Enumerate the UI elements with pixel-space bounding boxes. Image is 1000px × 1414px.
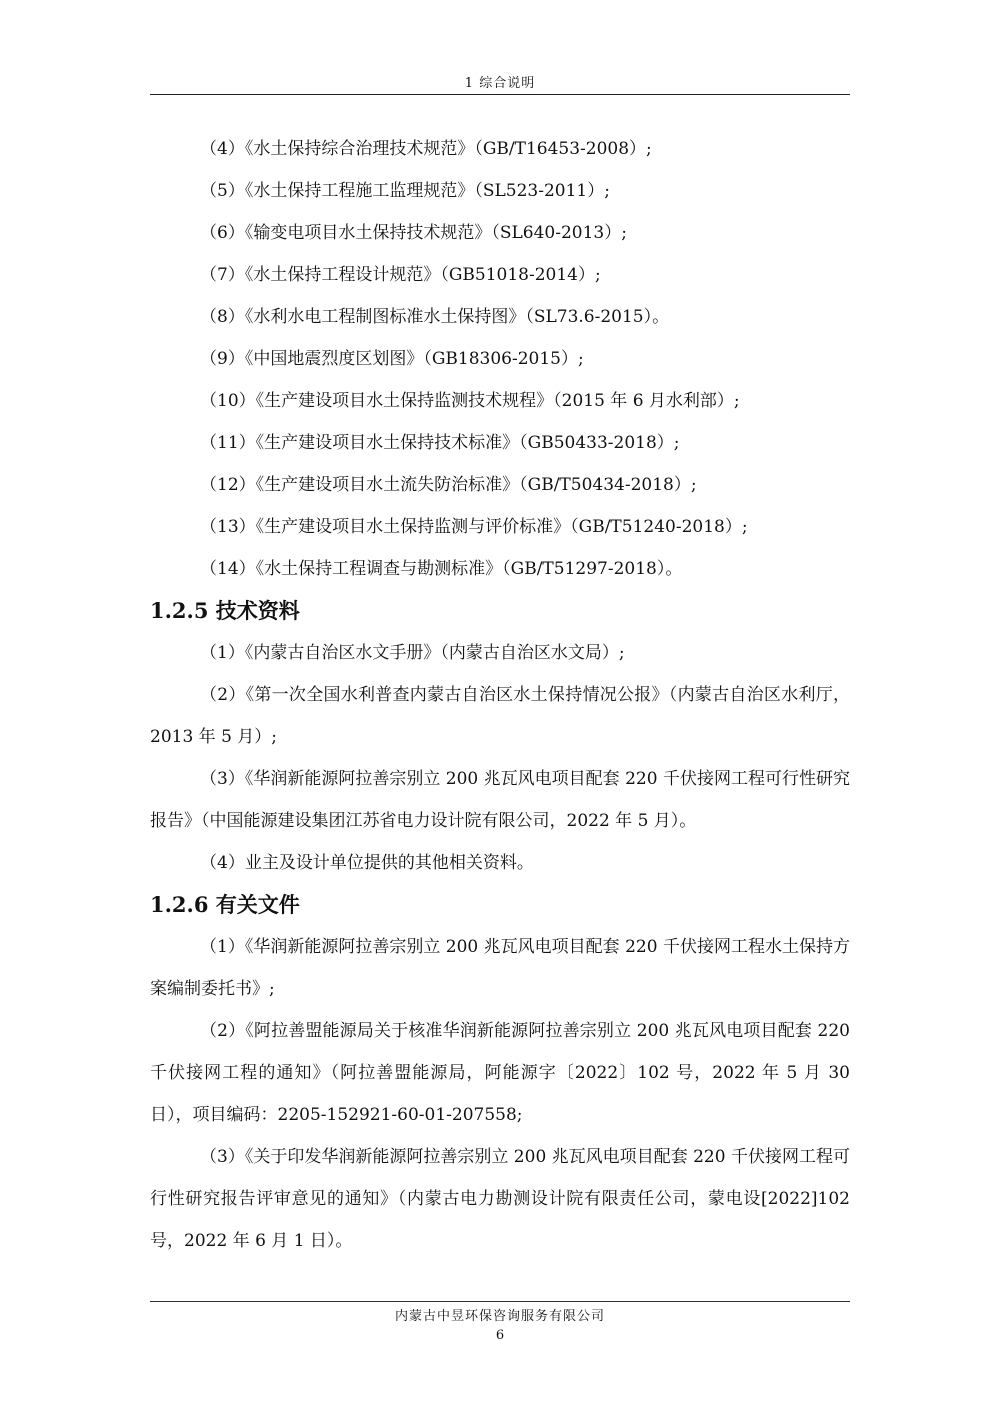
standard-item-8: （8）《水利水电工程制图标准水土保持图》（SL73.6-2015）。 bbox=[200, 307, 670, 327]
document-body bbox=[150, 128, 850, 1262]
standard-item-14: （14）《水土保持工程调查与勘测标准》（GB/T51297-2018）。 bbox=[200, 559, 683, 579]
standard-item-10: （10）《生产建设项目水土保持监测技术规程》（2015 年 6 月水利部）; bbox=[200, 391, 740, 411]
standard-item-13: （13）《生产建设项目水土保持监测与评价标准》（GB/T51240-2018）; bbox=[200, 517, 748, 537]
standard-item-7: （7）《水土保持工程设计规范》（GB51018-2014）; bbox=[200, 265, 601, 285]
related-document-item-3: （3）《关于印发华润新能源阿拉善宗别立 200 兆瓦风电项目配套 220 千伏接网工程可行性研究报告评审意见的通知》（内蒙古电力勘测设计院有限责任公司，蒙电设[2022]102 号，2022 年 6 月 1 日）。 bbox=[150, 1147, 850, 1251]
page-header: 1 综合说明 bbox=[464, 76, 536, 91]
footer-company: 内蒙古中昱环保咨询服务有限公司 bbox=[394, 1309, 605, 1324]
footer-divider bbox=[150, 1301, 850, 1302]
related-document-item-2: （2）《阿拉善盟能源局关于核准华润新能源阿拉善宗别立 200 兆瓦风电项目配套 220 千伏接网工程的通知》（阿拉善盟能源局，阿能源字〔2022〕102 号，2022 年 5 月 30 日），项目编码：2205-152921-60-01-207558; bbox=[150, 1021, 850, 1125]
technical-data-item-4: （4）业主及设计单位提供的其他相关资料。 bbox=[200, 853, 534, 873]
standard-item-6: （6）《输变电项目水土保持技术规范》（SL640-2013）; bbox=[200, 223, 627, 243]
page-number: 6 bbox=[495, 1328, 505, 1343]
technical-data-item-2: （2）《第一次全国水利普查内蒙古自治区水土保持情况公报》（内蒙古自治区水利厅，2013 年 5 月）; bbox=[150, 685, 850, 747]
standard-item-5: （5）《水土保持工程施工监理规范》（SL523-2011）; bbox=[200, 181, 610, 201]
header-divider bbox=[150, 94, 850, 95]
standard-item-9: （9）《中国地震烈度区划图》（GB18306-2015）; bbox=[200, 349, 584, 369]
section-heading-related-documents: 1.2.6 有关文件 bbox=[150, 892, 300, 917]
technical-data-item-1: （1）《内蒙古自治区水文手册》（内蒙古自治区水文局）; bbox=[200, 643, 625, 663]
standard-item-11: （11）《生产建设项目水土保持技术标准》（GB50433-2018）; bbox=[200, 433, 680, 453]
standard-item-4: （4）《水土保持综合治理技术规范》（GB/T16453-2008）; bbox=[200, 139, 652, 159]
technical-data-item-3: （3）《华润新能源阿拉善宗别立 200 兆瓦风电项目配套 220 千伏接网工程可行性研究报告》（中国能源建设集团江苏省电力设计院有限公司，2022 年 5 月）。 bbox=[150, 769, 850, 831]
section-heading-technical-data: 1.2.5 技术资料 bbox=[150, 598, 300, 623]
related-document-item-1: （1）《华润新能源阿拉善宗别立 200 兆瓦风电项目配套 220 千伏接网工程水土保持方案编制委托书》; bbox=[150, 937, 850, 999]
standard-item-12: （12）《生产建设项目水土流失防治标准》（GB/T50434-2018）; bbox=[200, 475, 697, 495]
